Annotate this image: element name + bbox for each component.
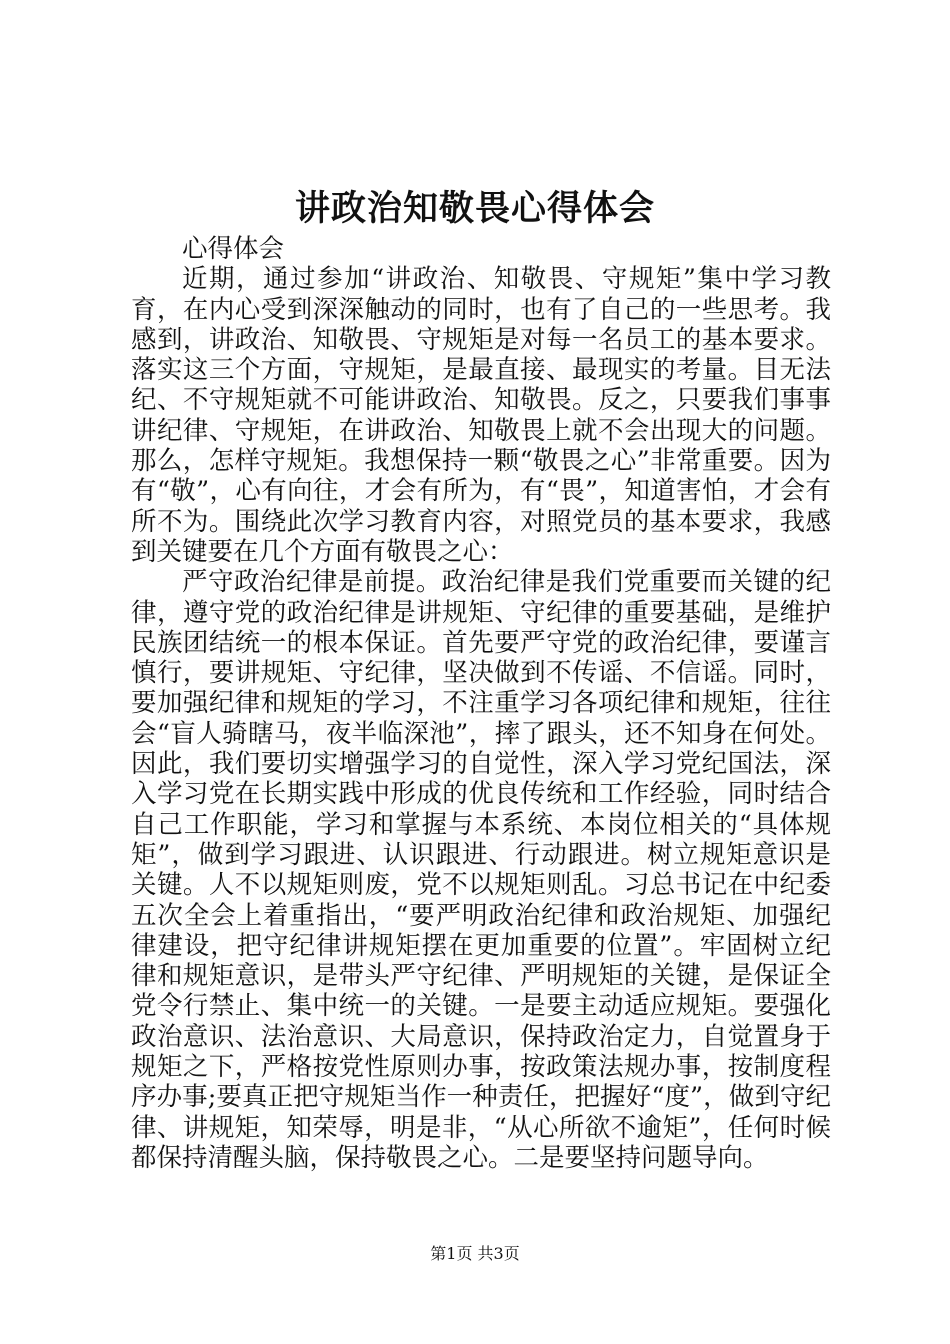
page-title: 讲政治知敬畏心得体会 <box>294 188 655 229</box>
document-body <box>131 234 831 1173</box>
page-footer: 第1页 共3页 <box>430 1244 520 1263</box>
paragraph-discipline: 严守政治纪律是前提。政治纪律是我们党重要而关键的纪律，遵守党的政治纪律是讲规矩、守纪律的重要基础，是维护民族团结统一的根本保证。首先要严守党的政治纪律，要谨言慎行，要讲规矩、守纪律，坚决做到不传谣、不信谣。同时，要加强纪律和规矩的学习，不注重学习各项纪律和规矩，往往会“盲人骑瞎马，夜半临深池”，摔了跟头，还不知身在何处。因此，我们要切实增强学习的自觉性，深入学习党纪国法，深入学习党在长期实践中形成的优良传统和工作经验，同时结合自己工作职能，学习和掌握与本系统、本岗位相关的“具体规矩”，做到学习跟进、认识跟进、行动跟进。树立规矩意识是关键。人不以规矩则废，党不以规矩则乱。习总书记在中纪委五次全会上着重指出，“要严明政治纪律和政治规矩、加强纪律建设，把守纪律讲规矩摆在更加重要的位置”。牢固树立纪律和规矩意识，是带头严守纪律、严明规矩的关键，是保证全党令行禁止、集中统一的关键。一是要主动适应规矩。要强化政治意识、法治意识、大局意识，保持政治定力，自觉置身于规矩之下，严格按党性原则办事，按政策法规办事，按制度程序办事;要真正把守规矩当作一种责任，把握好“度”，做到守纪律、讲规矩，知荣辱，明是非，“从心所欲不逾矩”，任何时候都保持清醒头脑，保持敬畏之心。二是要坚持问题导向。 <box>131 567 831 1173</box>
subheading: 心得体会 <box>182 234 285 264</box>
paragraph-intro: 近期，通过参加“讲政治、知敬畏、守规矩”集中学习教育，在内心受到深深触动的同时，也有了自己的一些思考。我感到，讲政治、知敬畏、守规矩是对每一名员工的基本要求。落实这三个方面，守规矩，是最直接、最现实的考量。目无法纪、不守规矩就不可能讲政治、知敬畏。反之，只要我们事事讲纪律、守规矩，在讲政治、知敬畏上就不会出现大的问题。那么，怎样守规矩。我想保持一颗“敬畏之心”非常重要。因为有“敬”，心有向往，才会有所为，有“畏”，知道害怕，才会有所不为。围绕此次学习教育内容，对照党员的基本要求，我感到关键要在几个方面有敬畏之心： <box>131 264 831 567</box>
